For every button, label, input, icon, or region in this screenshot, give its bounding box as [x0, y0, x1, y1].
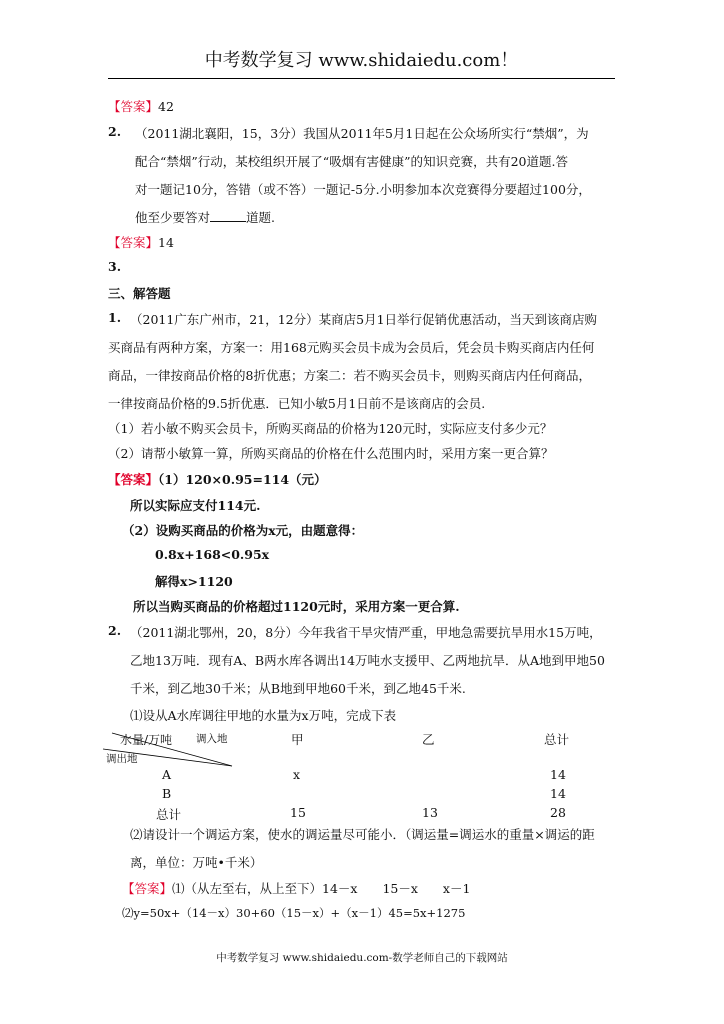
table-row-label: B: [162, 786, 172, 801]
table-cell: 28: [550, 805, 566, 820]
table-cell: 15: [290, 805, 306, 820]
answer-row-3: [108, 470, 327, 488]
answer-line: ⑴（从左至右，从上至下）14－x 15－x x－1: [172, 881, 471, 896]
question-text-line: 乙地13万吨．现有A、B两水库各调出14万吨水支援甲、乙两地抗旱．从A地到甲地50: [130, 653, 605, 668]
sub-question: ⑴设从A水库调往甲地的水量为x万吨，完成下表: [130, 708, 397, 723]
table-cell: 14: [550, 767, 566, 782]
question-number: 3.: [108, 259, 122, 274]
question-text-line: （2011湖北襄阳，15，3分）我国从2011年5月1日起在公众场所实行“禁烟”，为: [135, 126, 589, 141]
question-text-line: 商品，一律按商品价格的8折优惠；方案二：若不购买会员卡，则购买商店内任何商品，: [108, 368, 591, 383]
question-number: 2.: [108, 623, 122, 638]
answer-line: 所以当购买商品的价格超过1120元时，采用方案一更合算.: [133, 599, 460, 614]
answer-line: 解得x>1120: [155, 574, 233, 589]
table-col-header: 甲: [291, 732, 304, 747]
table-row-label: A: [162, 767, 172, 782]
section-title: 三、解答题: [108, 286, 171, 301]
question-number: 2.: [108, 124, 122, 139]
table-corner-mid: 调入地: [196, 733, 228, 745]
table-corner-bottom: 调出地: [106, 753, 138, 765]
page-footer: 中考数学复习 www.shidaiedu.com-数学老师自己的下载网站: [216, 952, 508, 964]
question-text-pre: 他至少要答对: [135, 210, 211, 225]
table-cell: 14: [550, 786, 566, 801]
sub-question: （2）请帮小敏算一算，所购买商品的价格在什么范围内时，采用方案一更合算？: [108, 446, 554, 461]
answer-value: 14: [158, 235, 174, 250]
question-text-line: 对一题记10分，答错（或不答）一题记-5分.小明参加本次竞赛得分要超过100分，: [135, 182, 591, 197]
question-text-line: [135, 208, 275, 226]
table-row-label: 总计: [156, 807, 182, 822]
table-col-header: 乙: [422, 732, 435, 747]
sub-question: ⑵请设计一个调运方案，使水的调运量尽可能小．（调运量=调运水的重量×调运的距: [130, 827, 595, 842]
fill-blank: [210, 209, 246, 222]
answer-row-1: [108, 97, 174, 115]
question-text-line: 一律按商品价格的9.5折优惠．已知小敏5月1日前不是该商店的会员.: [108, 396, 486, 411]
table-cell: 13: [422, 805, 438, 820]
question-text-post: 道题.: [246, 210, 275, 225]
sub-question: 离，单位：万吨•千米）: [130, 855, 263, 870]
question-number: 1.: [108, 310, 122, 325]
page-header: 中考数学复习 www.shidaiedu.com！: [108, 46, 615, 79]
answer-line: ⑵y=50x+（14－x）30+60（15－x）+（x－1）45=5x+1275: [122, 906, 466, 920]
question-text-line: （2011广东广州市，21，12分）某商店5月1日举行促销优惠活动，当天到该商店购: [130, 312, 598, 327]
sub-question: （1）若小敏不购买会员卡，所购买商品的价格为120元时，实际应支付多少元？: [108, 421, 553, 436]
table-col-header: 总计: [544, 732, 570, 747]
answer-line: 所以实际应支付114元.: [130, 498, 261, 513]
question-text-line: 配合“禁烟”行动，某校组织开展了“吸烟有害健康”的知识竞赛，共有20道题.答: [135, 154, 568, 169]
answer-value: 42: [158, 99, 174, 114]
answer-tag: 【答案】: [108, 99, 159, 114]
question-text-line: 买商品有两种方案，方案一：用168元购买会员卡成为会员后，凭会员卡购买商店内任何: [108, 340, 595, 355]
answer-row-2: [108, 233, 174, 251]
question-text-line: （2011湖北鄂州，20，8分）今年我省干旱灾情严重，甲地急需要抗旱用水15万吨，: [130, 625, 602, 640]
question-text-line: 千米，到乙地30千米；从B地到甲地60千米，到乙地45千米.: [130, 681, 466, 696]
table-corner-top: 水量/万吨: [120, 733, 173, 747]
answer-line: 0.8x+168<0.95x: [155, 547, 270, 562]
answer-row-4: [122, 879, 470, 897]
table-cell: x: [293, 767, 301, 782]
answer-tag: 【答案】: [122, 881, 173, 896]
answer-tag: 【答案】: [108, 472, 159, 487]
answer-line: （1）120×0.95=114（元）: [158, 472, 327, 487]
answer-line: （2）设购买商品的价格为x元，由题意得：: [122, 523, 364, 538]
answer-tag: 【答案】: [108, 235, 159, 250]
